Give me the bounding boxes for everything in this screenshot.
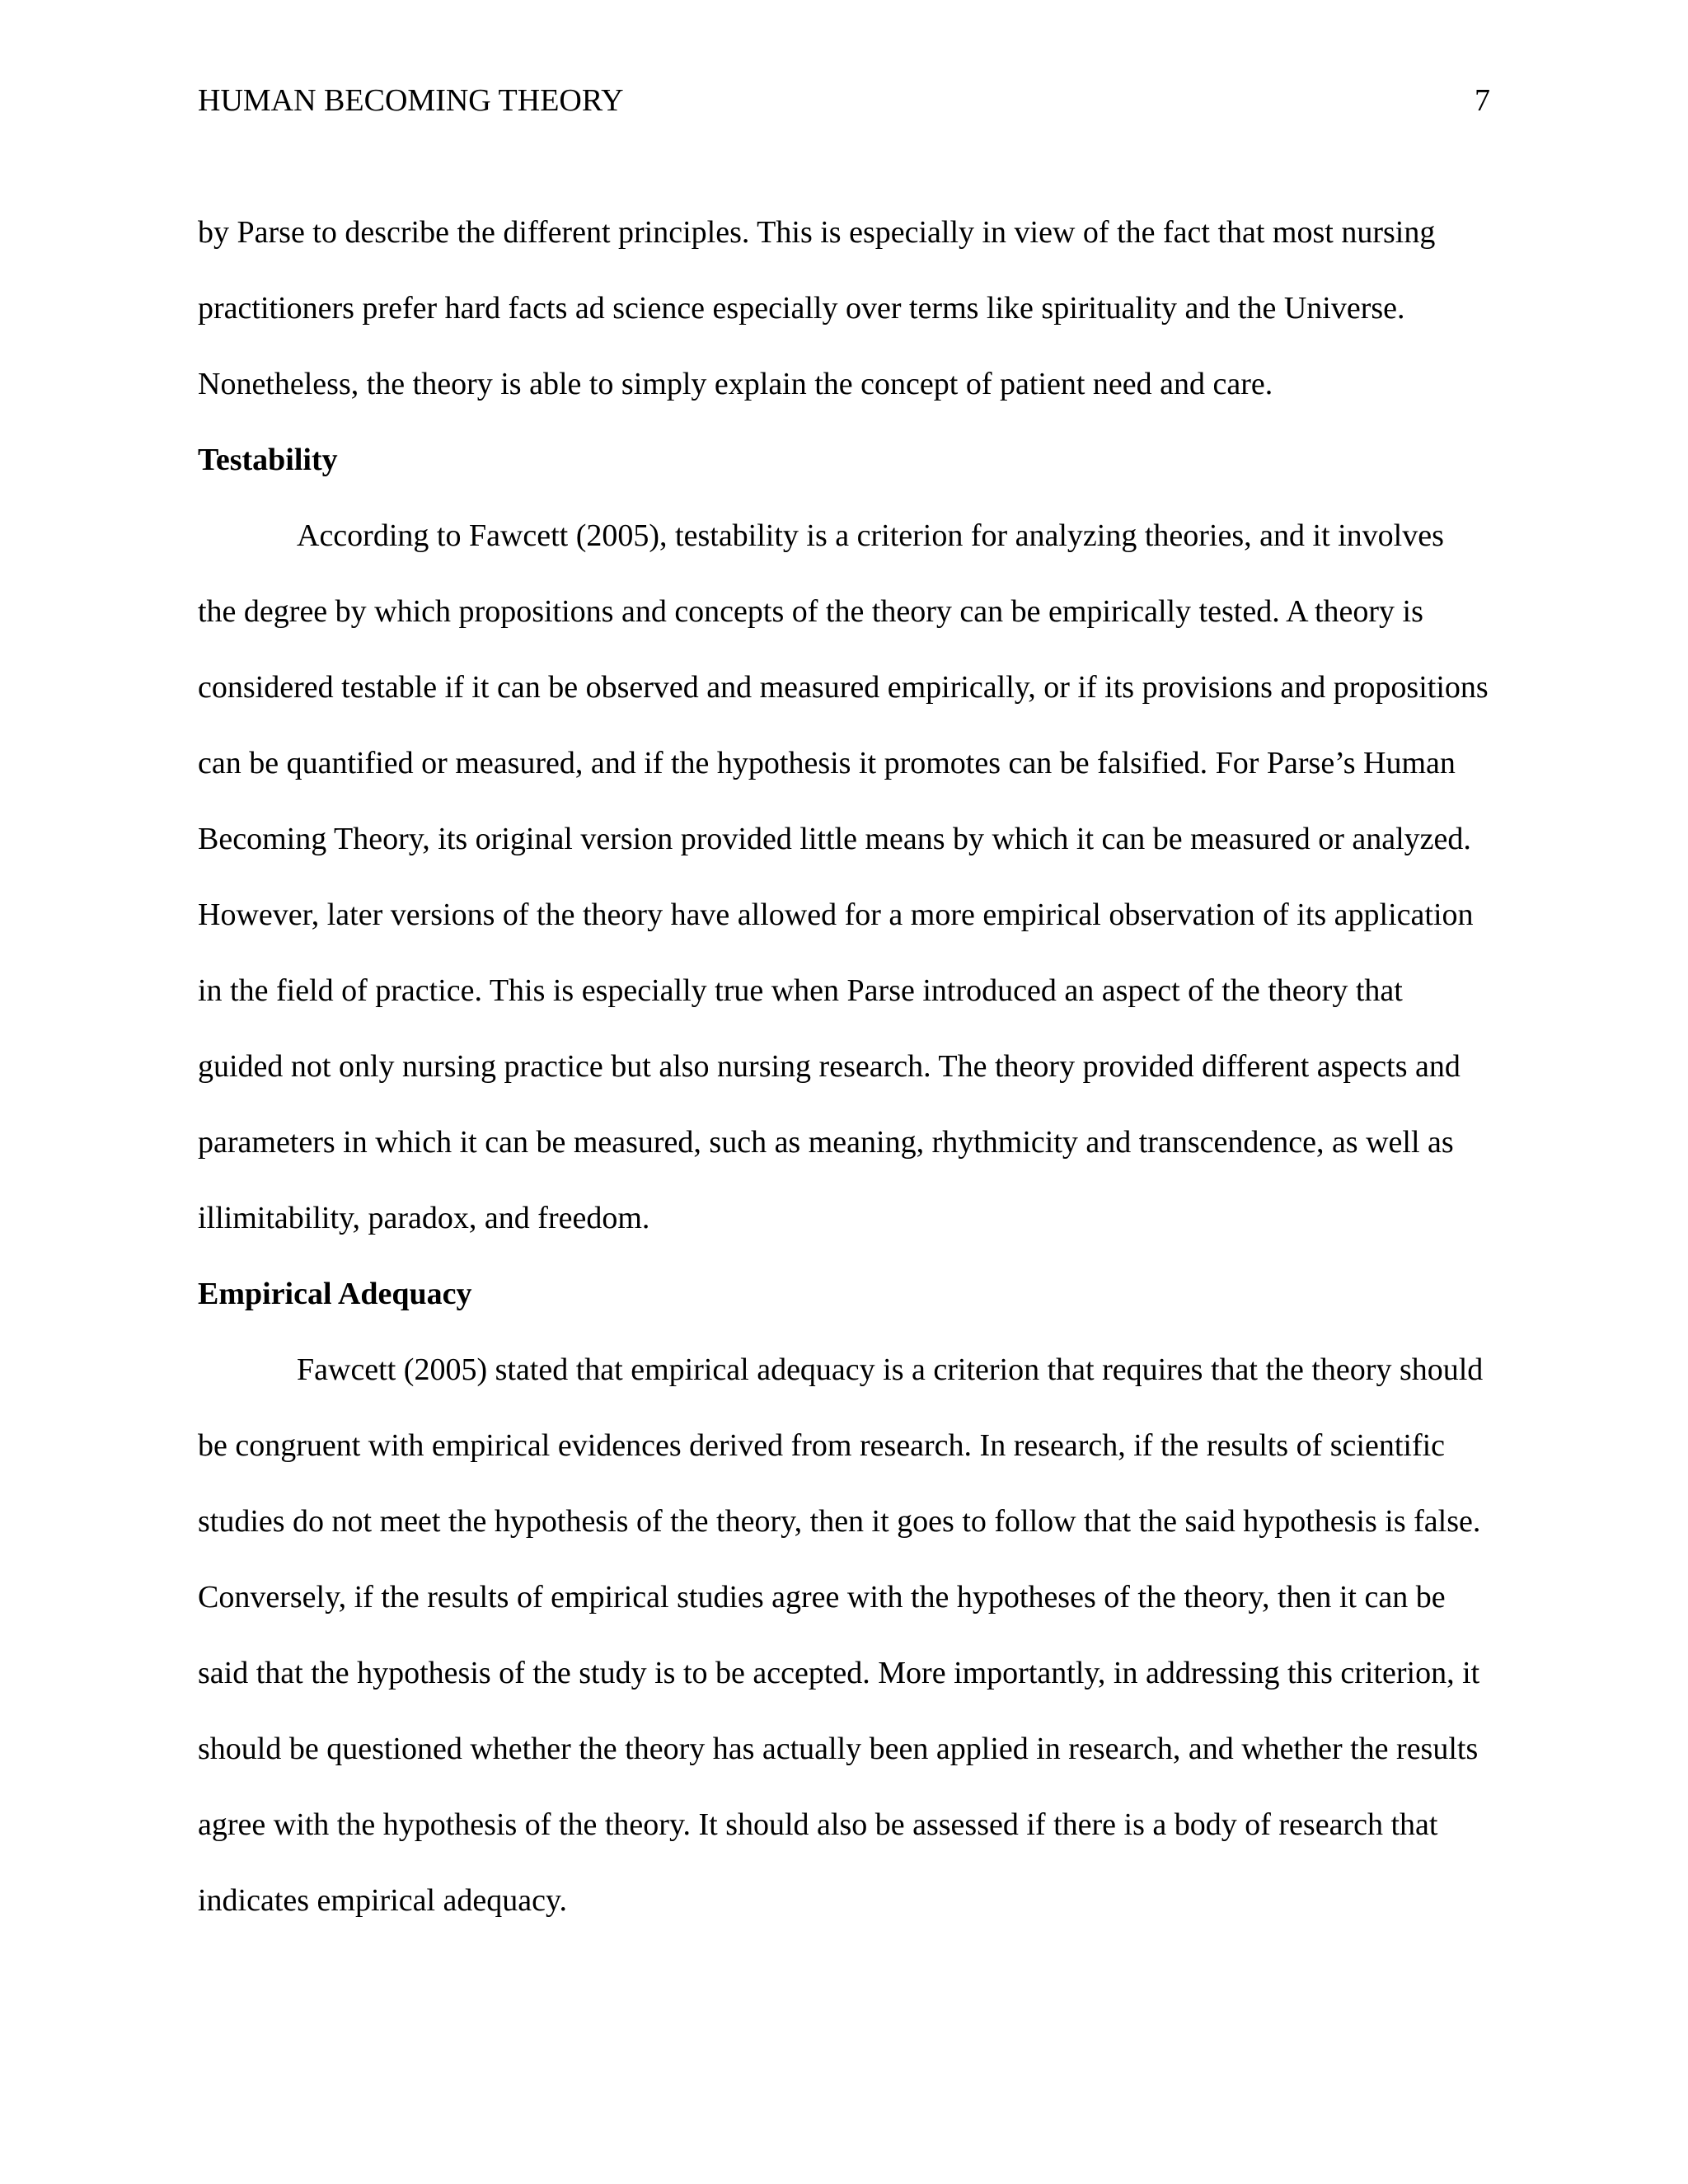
page-header [198,79,1490,122]
section-heading-empirical-adequacy: Empirical Adequacy [198,1277,472,1311]
empirical-adequacy-paragraph: Fawcett (2005) stated that empirical adequacy is a criterion that requires that the theory should be congruent with empirical evidences derived from research. In research, if the results of scientific studies do not meet the hypothesis of the theory, then it goes to follow that the said hypothesis is false. Conversely, if the results of empirical studies agree with the hypotheses of the theory, then it can be said that the hypothesis of the study is to be accepted. More importantly, in addressing this criterion, it should be questioned whether the theory has actually been applied in research, and whether the results agree with the hypothesis of the theory. It should also be assessed if there is a body of research that indicates empirical adequacy. [198,1352,1484,1918]
section-heading-testability: Testability [198,443,338,477]
continuation-paragraph: by Parse to describe the different principles. This is especially in view of the fact that most nursing practitioners prefer hard facts ad science especially over terms like spirituality and the Universe. Nonetheless, the theory is able to simply explain the concept of patient need and care. [198,215,1436,401]
document-body [198,194,1489,1938]
running-head: HUMAN BECOMING THEORY [198,83,624,118]
testability-paragraph: According to Fawcett (2005), testability is a criterion for analyzing theories, and it involves the degree by which propositions and concepts of the theory can be empirically tested. A theory is considered testable if it can be observed and measured empirically, or if its provisions and propositions can be quantified or measured, and if the hypothesis it promotes can be falsified. For Parse’s Human Becoming Theory, its original version provided little means by which it can be measured or analyzed. However, later versions of the theory have allowed for a more empirical observation of its application in the field of practice. This is especially true when Parse introduced an aspect of the theory that guided not only nursing practice but also nursing research. The theory provided different aspects and parameters in which it can be measured, such as meaning, rhythmicity and transcendence, as well as illimitability, paradox, and freedom. [198,518,1489,1235]
page-number: 7 [1475,83,1490,118]
